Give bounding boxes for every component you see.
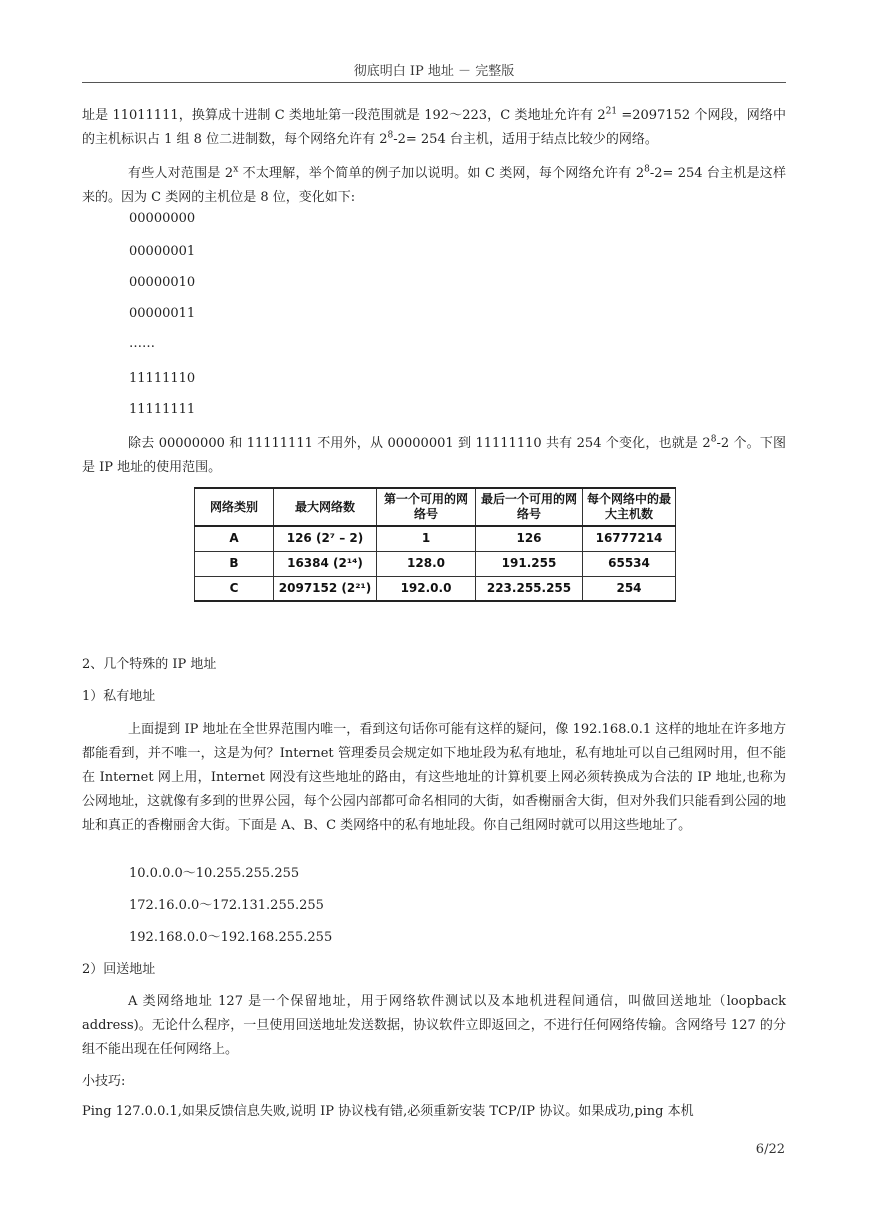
- private-range: 192.168.0.0～192.168.255.255: [129, 930, 333, 945]
- table-cell: 16384 (2¹⁴): [274, 551, 377, 576]
- table-row: [195, 551, 676, 576]
- paragraph-ping-tip: Ping 127.0.0.1,如果反馈信息失败,说明 IP 协议栈有错,必须重新安装 TCP/IP 协议。如果成功,ping 本机: [82, 1104, 694, 1119]
- table-row: [195, 526, 676, 551]
- ip-class-table: [194, 487, 676, 602]
- paragraph-range-explain: 有些人对范围是 2$^x$ 不太理解，举个简单的例子加以说明。如 C 类网，每个网络允许有 $2^8-2= 254$ 台主机是这样来的。因为 C 类网的主机位是 8 位，变化如下:: [82, 164, 787, 205]
- table-cell: A: [195, 526, 274, 551]
- paragraph-ip-range-intro: 除去 00000000 和 11111111 不用外，从 00000001 到 11111110 共有 254 个变化，也就是 $2^8-2$ 个。下图是 IP 地址的使用范围。: [82, 434, 787, 475]
- table-cell: 191.255: [476, 551, 583, 576]
- table-header-cell: 每个网络中的最大主机数: [583, 488, 676, 526]
- subsection-title: 1）私有地址: [82, 689, 156, 704]
- paragraph-private-address: 上面提到 IP 地址在全世界范围内唯一，看到这句话你可能有这样的疑问，像 192.168.0.1 这样的地址在许多地方都能看到，并不唯一，这是为何？Internet 管理委员会规定如下地址段为私有地址，私有地址可以自己组网时用，但不能在 Internet 网上用，Internet 网没有这些地址的路由，有这些地址的计算机要上网必须转换成为合法的 IP 地址,也称为公网地址，这就像有多到的世界公园，每个公园内部都可命名相同的大街，如香榭丽舍大街，但对外我们只能看到公园的地址和真正的香榭丽舍大街。下面是 A、B、C 类网络中的私有地址段。你自己组网时就可以用这些地址了。: [82, 722, 786, 833]
- table-cell: 2097152 (2²¹): [274, 576, 377, 601]
- table-header-row: [195, 488, 676, 526]
- binary-item: 00000001: [129, 244, 196, 259]
- table-header-cell: 网络类别: [195, 488, 274, 526]
- binary-item: 00000011: [129, 306, 196, 321]
- binary-item: 00000010: [129, 275, 196, 290]
- table-cell: 16777214: [583, 526, 676, 551]
- table-cell: 1: [377, 526, 476, 551]
- binary-item: 11111111: [129, 402, 196, 417]
- table-cell: 223.255.255: [476, 576, 583, 601]
- table-cell: 126: [476, 526, 583, 551]
- binary-item: 00000000: [129, 211, 196, 226]
- subsection-title: 2）回送地址: [82, 962, 156, 977]
- paragraph-c-class: 址是 11011111，换算成十进制 C 类地址第一段范围就是 192～223，C 类地址允许有 $2^{21} =2097152$ 个网段，网络中的主机标识占 1 组 8 位二进制数，每个网络允许有 $2^8-2= 254$ 台主机，适用于结点比较少的网络。: [82, 106, 786, 147]
- private-range: 10.0.0.0～10.255.255.255: [129, 866, 300, 881]
- table-cell: 192.0.0: [377, 576, 476, 601]
- table-header-cell: 最大网络数: [274, 488, 377, 526]
- page-number: 6/22: [755, 1142, 785, 1157]
- binary-item: 11111110: [129, 371, 196, 386]
- table-cell: 126 (2⁷ – 2): [274, 526, 377, 551]
- table-row: [195, 576, 676, 601]
- tip-title: 小技巧:: [82, 1074, 126, 1089]
- section-title: 2、几个特殊的 IP 地址: [82, 657, 217, 672]
- header-rule: [82, 82, 786, 83]
- table-cell: 128.0: [377, 551, 476, 576]
- table-cell: C: [195, 576, 274, 601]
- table-cell: B: [195, 551, 274, 576]
- page-header: 彻底明白 IP 地址 － 完整版: [353, 64, 515, 79]
- table-cell: 65534: [583, 551, 676, 576]
- table-header-cell: 最后一个可用的网络号: [476, 488, 583, 526]
- paragraph-loopback: A 类网络地址 127 是一个保留地址，用于网络软件测试以及本地机进程间通信，叫做回送地址（loopback address)。无论什么程序，一旦使用回送地址发送数据，协议软件立即返回之，不进行任何网络传输。含网络号 127 的分组不能出现在任何网络上。: [82, 994, 786, 1057]
- binary-ellipsis: ……: [129, 336, 155, 351]
- private-range: 172.16.0.0～172.131.255.255: [129, 898, 324, 913]
- table-cell: 254: [583, 576, 676, 601]
- table-header-cell: 第一个可用的网络号: [377, 488, 476, 526]
